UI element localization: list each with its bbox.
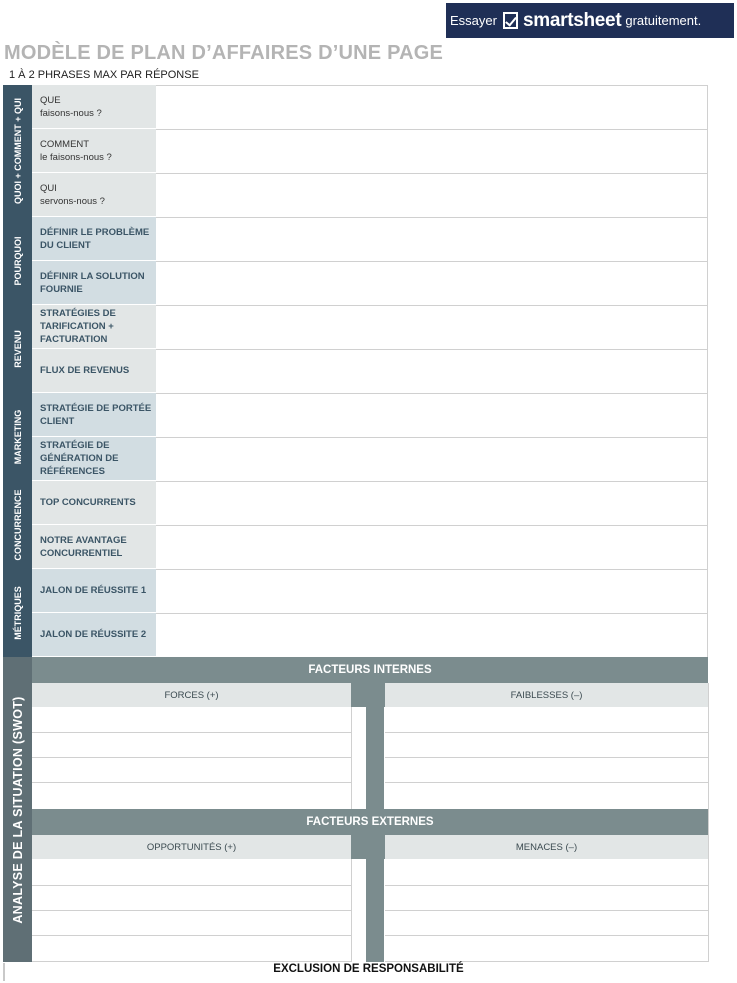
section-concurrence: CONCURRENCE — [3, 481, 32, 569]
swot-internal-header: FACTEURS INTERNES — [32, 657, 708, 683]
smartsheet-banner[interactable] — [446, 3, 734, 38]
section-pourquoi: POURQUOI — [3, 217, 32, 305]
answer-field-qui[interactable] — [156, 173, 708, 218]
threat-line-3 — [385, 935, 708, 936]
answer-field-probleme[interactable] — [156, 217, 708, 262]
page-title: MODÈLE DE PLAN D’AFFAIRES D’UNE PAGE — [4, 42, 444, 64]
row-label-references: STRATÉGIE DE GÉNÉRATION DE RÉFÉRENCES — [32, 437, 156, 481]
row-label-top-concurrents: TOP CONCURRENTS — [32, 481, 156, 525]
answer-field-jalon-1[interactable] — [156, 569, 708, 614]
section-swot: ANALYSE DE LA SITUATION (SWOT) — [3, 657, 32, 962]
swot-weaknesses-header: FAIBLESSES (–) — [385, 683, 708, 707]
row-label-probleme: DÉFINIR LE PROBLÈME DU CLIENT — [32, 217, 156, 261]
swot-internal-divider — [366, 707, 384, 809]
row-label-solution: DÉFINIR LA SOLUTION FOURNIE — [32, 261, 156, 305]
answer-field-solution[interactable] — [156, 261, 708, 306]
row-label-flux-revenus: FLUX DE REVENUS — [32, 349, 156, 393]
threat-line-4 — [385, 961, 708, 962]
row-label-que: QUE faisons-nous ? — [32, 85, 156, 129]
swot-threats-header: MENACES (–) — [385, 835, 708, 859]
row-label-portee-client: STRATÉGIE DE PORTÉE CLIENT — [32, 393, 156, 437]
swot-external-header: FACTEURS EXTERNES — [32, 809, 708, 835]
row-label-tarification: STRATÉGIES DE TARIFICATION + FACTURATION — [32, 305, 156, 349]
row-label-qui: QUI servons-nous ? — [32, 173, 156, 217]
answer-field-tarification[interactable] — [156, 305, 708, 350]
row-label-avantage: NOTRE AVANTAGE CONCURRENTIEL — [32, 525, 156, 569]
answer-field-portee-client[interactable] — [156, 393, 708, 438]
section-metriques: MÉTRIQUES — [3, 569, 32, 657]
page-subtitle: 1 À 2 PHRASES MAX PAR RÉPONSE — [9, 69, 199, 81]
swot-grid-line — [351, 707, 352, 809]
answer-field-que[interactable] — [156, 85, 708, 130]
banner-brand: smartsheet — [522, 9, 622, 31]
answer-field-flux-revenus[interactable] — [156, 349, 708, 394]
opportunity-line-4 — [32, 961, 352, 962]
opportunity-line-2 — [32, 910, 352, 911]
swot-grid-line — [708, 683, 709, 962]
answer-field-references[interactable] — [156, 437, 708, 482]
swot-external-divider-top — [351, 835, 385, 859]
swot-strengths-header: FORCES (+) — [32, 683, 351, 707]
answer-field-avantage[interactable] — [156, 525, 708, 570]
banner-post: gratuitement. — [625, 13, 702, 28]
answer-field-comment[interactable] — [156, 129, 708, 174]
opportunity-line-1 — [32, 885, 352, 886]
section-revenu: REVENU — [3, 305, 32, 393]
answer-field-jalon-2[interactable] — [156, 613, 708, 658]
weakness-line-3 — [385, 782, 708, 783]
section-marketing: MARKETING — [3, 393, 32, 481]
row-label-jalon-2: JALON DE RÉUSSITE 2 — [32, 613, 156, 657]
smartsheet-check-icon — [503, 12, 518, 29]
swot-opportunities-header: OPPORTUNITÉS (+) — [32, 835, 351, 859]
opportunity-line-3 — [32, 935, 352, 936]
weakness-line-1 — [385, 732, 708, 733]
answer-field-top-concurrents[interactable] — [156, 481, 708, 526]
section-quoi-comment-qui: QUOI + COMMENT + QUI — [3, 85, 32, 217]
threat-line-1 — [385, 885, 708, 886]
strength-line-3 — [32, 782, 352, 783]
swot-internal-divider-top — [351, 683, 385, 707]
swot-external-divider — [366, 859, 384, 962]
disclaimer-link[interactable]: EXCLUSION DE RESPONSABILITÉ — [273, 963, 464, 975]
row-label-jalon-1: JALON DE RÉUSSITE 1 — [32, 569, 156, 613]
strength-line-1 — [32, 732, 352, 733]
banner-pre: Essayer — [450, 13, 497, 28]
row-label-comment: COMMENT le faisons-nous ? — [32, 129, 156, 173]
strength-line-2 — [32, 757, 352, 758]
threat-line-2 — [385, 910, 708, 911]
weakness-line-2 — [385, 757, 708, 758]
